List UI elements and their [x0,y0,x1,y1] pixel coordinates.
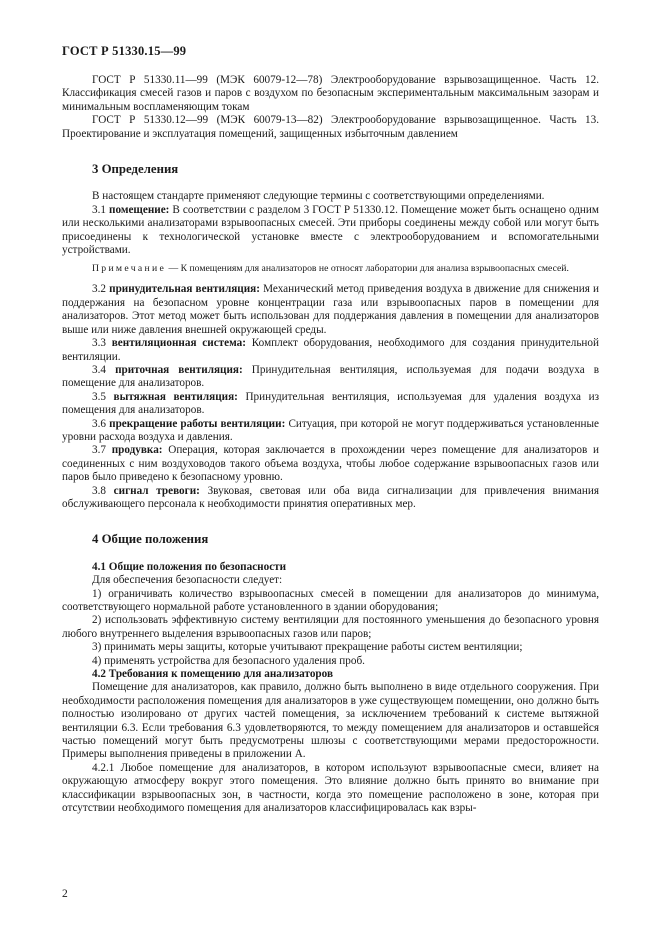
list-item: 1) ограничивать количество взрывоопасных смесей в помещении для анализаторов до минимума, соответствующего нормальной работе установленного в здании оборудования; [62,587,599,613]
definition-3-8: 3.8 сигнал тревоги: Звуковая, световая или оба вида сигнализации для привлечения внимания обслуживающего персонала к необходимости принятия оперативных мер. [62,484,599,510]
document-body [62,74,599,816]
definition-3-5: 3.5 вытяжная вентиляция: Принудительная вентиляция, используемая для удаления воздуха из помещения для анализаторов. [62,390,599,417]
section-heading-general: 4 Общие положения [92,532,209,547]
safety-intro: Для обеспечения безопасности следует: [92,574,283,587]
references-list [62,74,599,141]
document-header: ГОСТ Р 51330.15—99 [62,44,187,58]
paragraph-4-2: Помещение для анализаторов, как правило, должно быть выполнено в виде отдельного сооружения. При необходимости расположения помещения для анализаторов в уже существующем помещении, оно должно быть полностью изолировано от других частей помещения, за исключением требований к системе вытяжной вентиляции 6.3. Если требования 6.3 удовлетворяются, то между помещением для анализаторов и оставшейся частью помещений могут быть предусмотрены шлюзы с соответствующими мерами предосторожности. Примеры выполнения приведены в приложении А. [62,681,599,761]
list-item: 2) использовать эффективную систему вентиляции для постоянного уменьшения до безопасного уровня любого внутреннего выделения взрывоопасных газов или паров; [62,614,599,640]
reference-item: ГОСТ Р 51330.11—99 (МЭК 60079-12—78) Электрооборудование взрывозащищенное. Часть 12. Классификация смесей газов и паров с воздухом по безопасным экспериментальным максимальным зазорам и минимальным воспламеняющим токам [62,74,599,113]
paragraph-4-2-1: 4.2.1 Любое помещение для анализаторов, в котором используют взрывоопасные смеси, влияет на окружающую атмосферу вокруг этого помещения. Это влияние должно быть принято во внимание при классификации взрывоопасных зон, в частности, когда это помещение расположено в зоне, которая при отсутствии необходимого помещения для анализаторов классифицировалась как взры- [62,761,599,815]
definition-3-4: 3.4 приточная вентиляция: Принудительная вентиляция, используемая для подачи воздуха в помещение для анализаторов. [62,363,600,390]
definition-note: Примечание — К помещениям для анализаторов не относят лаборатории для анализа взрывоопасных смесей. [92,263,569,275]
list-item: 3) принимать меры защиты, которые учитывают прекращение работы систем вентиляции; [92,641,523,654]
definition-3-3: 3.3 вентиляционная система: Комплект оборудования, необходимого для создания принудительной вентиляции. [62,337,599,363]
definition-3-6: 3.6 прекращение работы вентиляции: Ситуация, при которой не могут поддерживаться установленные уровни расхода воздуха и давления. [62,417,599,443]
definitions-intro: В настоящем стандарте применяют следующие термины с соответствующими определениями. [92,190,545,203]
section-heading-definitions: 3 Определения [92,162,179,177]
reference-item: ГОСТ Р 51330.12—99 (МЭК 60079-13—82) Электрооборудование взрывозащищенное. Часть 13. Проектирование и эксплуатация помещений, защищенных избыточным давлением [62,114,599,140]
list-item: 4) применять устройства для безопасного удаления проб. [92,654,365,667]
definition-3-2: 3.2 принудительная вентиляция: Механический метод приведения воздуха в движение для снижения и поддержания на безопасном уровне концентрации газа или взрывоопасных паров в помещении для анализаторов. Этот метод может быть использован для поддержания давления в помещении для анализаторов выше или ниже давления внешней окружающей среды. [62,283,599,336]
definition-3-7: 3.7 продувка: Операция, которая заключается в прохождении через помещение для анализаторов и соединенных с ним воздуховодов такого объема воздуха, чтобы любое содержание взрывоопасных газов или паров было приведено к безопасному уровню. [62,444,599,484]
subsection-heading-4-2: 4.2 Требования к помещению для анализаторов [92,668,334,681]
definition-3-1: 3.1 помещение: В соответствии с разделом 3 ГОСТ Р 51330.12. Помещение может быть оснащено одним или несколькими анализаторами взрывоопасных смесей. Эти приборы соединены между собой или могут быть присоединены к технологической установке вместе с электрооборудованием и вспомогательными устройствами. [62,203,599,257]
subsection-heading-4-1: 4.1 Общие положения по безопасности [92,560,287,573]
page-number: 2 [62,888,68,900]
